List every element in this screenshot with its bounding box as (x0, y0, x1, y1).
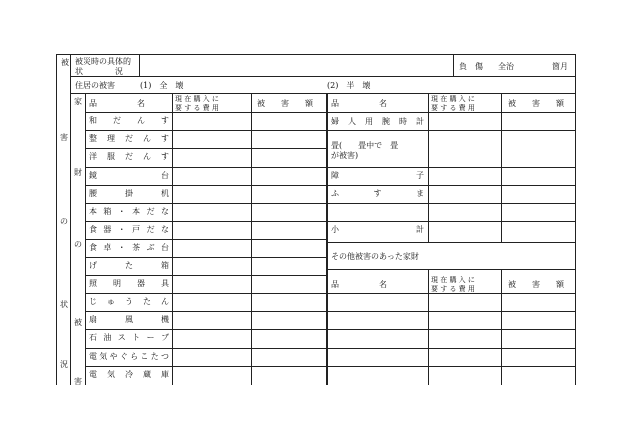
item-char: ん (143, 134, 151, 143)
item-char: 電 (89, 370, 97, 379)
side-char: 状 (60, 300, 68, 309)
item-char: 蔵 (143, 370, 151, 379)
item-char: 洋 (89, 152, 97, 161)
item-char: 庫 (161, 370, 169, 379)
left-item-row (89, 116, 169, 126)
item-char: こ (140, 352, 149, 361)
left-item-row (89, 207, 169, 217)
item-char: 机 (161, 189, 169, 198)
left-item-row (89, 152, 169, 162)
left-item-row (89, 352, 169, 362)
right-item-shoji (331, 171, 424, 181)
side-char: 害 (60, 133, 68, 142)
item-char: じ (89, 297, 97, 306)
left-item-row (89, 261, 169, 271)
left-item-row (89, 243, 169, 253)
right-header2-damage: 被 害 額 (508, 280, 564, 289)
grid-line (70, 54, 71, 385)
item-char: 計 (416, 117, 424, 126)
grid-line (575, 54, 576, 385)
item-char: 小 (331, 225, 339, 234)
housing-option-half: (2) 半 壊 (327, 81, 371, 90)
grid-line (328, 221, 575, 222)
item-char: 整 (89, 134, 97, 143)
grid-line (328, 203, 575, 204)
left-header-item (89, 99, 169, 109)
grid-line (85, 329, 326, 330)
side-label-top: 被 (61, 58, 69, 67)
item-char: 石 (89, 333, 97, 342)
item-char: ま (416, 189, 424, 198)
grid-line (85, 311, 326, 312)
item-char: 器 (137, 279, 145, 288)
item-char: げ (89, 261, 97, 270)
left-item-row (89, 297, 169, 307)
item-char: た (150, 352, 159, 361)
item-char: ブ (160, 333, 169, 342)
right-header-cost-line2: 要 す る 費 用 (431, 104, 475, 112)
grid-line (56, 54, 57, 385)
grid-line (328, 311, 575, 312)
item-char: 台 (160, 243, 169, 252)
item-char: ゅ (107, 297, 115, 306)
right-header-damage: 被 害 額 (508, 99, 564, 108)
item-char: 掛 (125, 189, 133, 198)
grid-line (85, 130, 326, 131)
side-char: 被 (74, 318, 82, 327)
item-char: や (109, 352, 118, 361)
grid-line (328, 242, 575, 243)
item-char: ・ (117, 243, 126, 252)
side-char: の (60, 217, 68, 226)
item-char: 婦 (331, 117, 339, 126)
item-char: ・ (117, 207, 126, 216)
grid-line (85, 148, 326, 149)
left-item-row (89, 370, 169, 380)
item-char: だ (125, 134, 133, 143)
grid-line (85, 167, 326, 168)
item-char: 機 (161, 315, 169, 324)
item-char: 人 (348, 117, 356, 126)
grid-line (453, 54, 454, 76)
grid-line (328, 185, 575, 186)
right-item-watch (331, 117, 424, 127)
item-char: ・ (117, 225, 126, 234)
left-header-cost-line2: 要 す る 費 用 (175, 104, 219, 112)
item-char: す (161, 134, 169, 143)
injury-label: 負 傷 (459, 62, 483, 71)
item-char: 明 (113, 279, 121, 288)
item-char: 食 (89, 243, 97, 252)
right-header-cost-line1: 現 在 購 入 に (431, 95, 475, 103)
grid-line (85, 239, 326, 240)
grid-line (85, 348, 326, 349)
item-char: た (143, 297, 151, 306)
item-char: 具 (161, 279, 169, 288)
item-char: ぶ (146, 243, 155, 252)
grid-line (85, 366, 326, 367)
grid-line (139, 54, 140, 76)
side-char: 財 (74, 168, 82, 177)
item-char: 冷 (125, 370, 133, 379)
item-char: ん (161, 297, 169, 306)
left-item-row (89, 333, 169, 343)
item-char: す (161, 116, 169, 125)
left-item-row (89, 189, 169, 199)
left-item-row (89, 279, 169, 289)
injury-status: 全治 (498, 62, 514, 71)
grid-line (85, 257, 326, 258)
item-char: 気 (99, 352, 108, 361)
right-item-fusuma (331, 189, 424, 199)
header-text: 品 名 (89, 99, 145, 108)
item-char: 本 (89, 207, 97, 216)
tatami-line1: 畳( 畳中で 畳 (331, 141, 399, 150)
grid-line (328, 269, 575, 270)
left-header-cost-line1: 現 在 購 入 に (175, 95, 219, 103)
grid-line (85, 293, 326, 294)
housing-option-full: (1) 全 壊 (140, 81, 184, 90)
item-char: 卓 (103, 243, 112, 252)
grid-line (501, 269, 502, 385)
item-char: ん (143, 152, 151, 161)
item-char: 油 (103, 333, 112, 342)
item-char: だ (113, 116, 121, 125)
item-char: だ (146, 225, 155, 234)
item-char: だ (146, 207, 155, 216)
item-char: ス (117, 333, 126, 342)
grid-line (328, 366, 575, 367)
item-char: 風 (125, 315, 133, 324)
side-char: の (74, 240, 82, 249)
item-char: 和 (89, 116, 97, 125)
situation-label-line1: 被災時の具体的 (75, 57, 131, 66)
item-char: ト (132, 333, 141, 342)
injury-period: 箇月 (552, 62, 568, 71)
grid-line (328, 293, 575, 294)
item-char: 扇 (89, 315, 97, 324)
item-char: 腕 (382, 117, 390, 126)
tatami-line2: が被害) (331, 151, 359, 160)
item-char: ら (130, 352, 139, 361)
item-char: 服 (107, 152, 115, 161)
item-char: 子 (416, 171, 424, 180)
item-char: す (161, 152, 169, 161)
item-char: ぐ (119, 352, 128, 361)
item-char: 本 (132, 207, 141, 216)
side-char: 害 (74, 377, 82, 386)
right-header2-cost-line1: 現 在 購 入 に (431, 276, 475, 284)
item-char: 戸 (132, 225, 141, 234)
grid-line (70, 76, 575, 77)
grid-line (328, 348, 575, 349)
item-char: 箱 (161, 261, 169, 270)
item-char: 照 (89, 279, 97, 288)
item-char: 食 (89, 225, 97, 234)
grid-line (85, 112, 326, 113)
item-char: 台 (161, 171, 169, 180)
item-char: 気 (107, 370, 115, 379)
other-damage-label: その他被害のあった家財 (331, 252, 419, 261)
grid-line (85, 221, 326, 222)
item-char: う (125, 297, 133, 306)
grid-line (328, 167, 575, 168)
item-char: 鏡 (89, 171, 97, 180)
grid-line (428, 269, 429, 385)
grid-line (328, 329, 575, 330)
grid-line (85, 185, 326, 186)
grid-line (85, 203, 326, 204)
item-char: 用 (365, 117, 373, 126)
left-item-row (89, 225, 169, 235)
grid-line (70, 93, 575, 94)
item-char: つ (160, 352, 169, 361)
item-char: 障 (331, 171, 339, 180)
right-subtotal (331, 225, 424, 235)
situation-label-line2: 状 況 (75, 67, 123, 76)
right-header-item: 品 名 (331, 99, 387, 108)
item-char: 理 (107, 134, 115, 143)
item-char: た (125, 261, 133, 270)
housing-damage-label: 住居の被害 (75, 81, 115, 90)
item-char: ん (137, 116, 145, 125)
grid-line (328, 112, 575, 113)
item-char: 腰 (89, 189, 97, 198)
item-char: だ (125, 152, 133, 161)
grid-line (85, 275, 326, 276)
right-header2-cost-line2: 要 す る 費 用 (431, 285, 475, 293)
item-char: 計 (416, 225, 424, 234)
item-char: す (373, 189, 382, 198)
grid-line (328, 130, 575, 131)
left-item-row (89, 315, 169, 325)
item-char: 箱 (103, 207, 112, 216)
left-item-row (89, 171, 169, 181)
item-char: ふ (331, 189, 339, 198)
right-header2-item: 品 名 (331, 280, 387, 289)
item-char: 茶 (132, 243, 141, 252)
left-item-row (89, 134, 169, 144)
side-char: 況 (60, 360, 68, 369)
grid-line (56, 54, 575, 55)
grid-line (326, 93, 328, 385)
left-header-damage: 被 害 額 (257, 99, 313, 108)
side-char: 家 (74, 97, 82, 106)
item-char: 電 (89, 352, 97, 361)
item-char: な (160, 225, 169, 234)
item-char: 時 (399, 117, 407, 126)
item-char: ー (146, 333, 155, 342)
item-char: 器 (103, 225, 112, 234)
item-char: な (160, 207, 169, 216)
